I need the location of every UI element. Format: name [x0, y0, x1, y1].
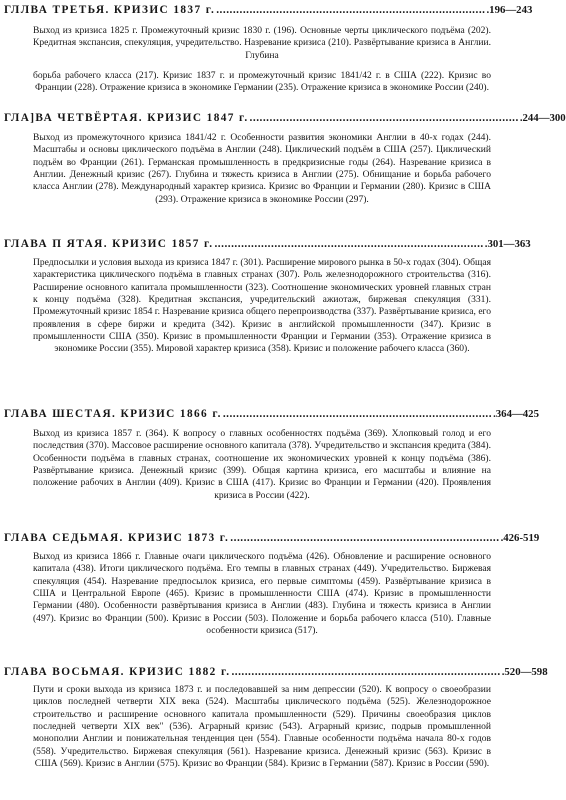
page-range: .426-519 [500, 532, 540, 544]
chapter-heading [4, 531, 540, 545]
leader-dots: ................................................................................. [222, 408, 493, 420]
chapter-heading [4, 3, 533, 17]
summary-paragraph: Выход из кризиса 1866 г. Главные очаги циклического подъёма (426). Обновление и расширение основного капитала (438). Итоги циклического подъёма. Его темпы в главных странах (449). Учредительство. Биржевая спекуляция (454). Назревание предпосылок кризиса, его первые симптомы (459). Развёртывание кризиса в США и Центральной Европе (465). Кризис в промышленности США (474). Кризис в промышленности Германии (480). Особенности развёртывания кризиса в Англии (483). Глубина и тяжесть кризиса в Англии (497). Кризис во Франции (500). Кризис в России (503). Положение и борьба рабочего класса (510). Главные особенности кризиса (517). [33, 551, 491, 637]
chapter-title: ГЛАВА ШЕСТАЯ. КРИЗИС 1866 г. [4, 408, 222, 420]
summary-paragraph: Пути и сроки выхода из кризиса 1873 г. и последовавшей за ним депрессии (520). К вопросу о своеобразии циклов последней четверти XIX века (524). Масштабы циклического подъёма (525). Железнодорожное строительство и расширение основного капитала промышленности (529). Причины своеобразия циклов последней четверти XIX век" (536). Аграрный кризис (543). Аграрный кризис, подрыв промышленной монополии Англии и понижательная тенденция цен (554). Главные особенности подъёма начала 80-х годов (558). Учредительство. Биржевая спекуляция (561). Назревание кризиса. Денежный кризис (563). Кризис в США (569). Кризис в Англии (575). Кризис во Франции (584). Кризис в Германии (587). Кризис в России (590). [33, 684, 491, 770]
page-range: .520—598 [501, 666, 548, 678]
chapter-summary [33, 684, 491, 770]
chapter-summary [33, 132, 491, 206]
summary-paragraph: Предпосылки и условия выхода из кризиса 1847 г. (301). Расширение мирового рынка в 50-х годах (304). Общая характеристика циклического подъёма в главных странах (307). Роль железнодорожного строительства (316). Расширение основного капитала промышленности (323). Соотношение экономических уровней главных стран к концу подъёма (328). Кредитная экспансия, учредительский ажиотаж, биржевая спекуляция (331). Промежуточный кризис 1854 г. Назревание кризиса общего перепроизводства (337). Развёртывание кризиса, его проявления в сфере биржи и кредита (342). Кризис в английской промышленности (347). Кризис в промышленности США (350). Кризис в промышленности Франции и Германии (353). Отражение кризиса в экономике России (355). Мировой характер кризиса (358). Кризис и положение рабочего класса (360). [33, 257, 492, 355]
page-range: .244—300 [519, 112, 566, 124]
leader-dots: ................................................................................. [249, 112, 519, 124]
page-range: .364—425 [493, 408, 539, 420]
chapter-title: ГЛАВА П ЯТАЯ. КРИЗИС 1857 г. [4, 238, 214, 250]
chapter-title: ГЛЛВА ТРЕТЬЯ. КРИЗИС 1837 г. [4, 4, 216, 16]
chapter-heading [4, 665, 548, 679]
chapter-summary [33, 428, 491, 502]
page-range: .301—363 [484, 238, 531, 250]
leader-dots: ................................................................................. [216, 4, 486, 16]
leader-dots: ................................................................................. [214, 238, 484, 250]
leader-dots: ................................................................................. [231, 666, 501, 678]
summary-paragraph: Выход из кризиса 1825 г. Промежуточный кризис 1830 г. (196). Основные черты циклического подъёма (202). Кредитная экспансия, спекуляция, учредительство. Назревание кризиса (210). Развёртывание кризиса в Англии. Глубина [33, 25, 491, 61]
summary-paragraph: Выход из промежуточного кризиса 1841/42 г. Особенности развития экономики Англии в 40-х годах (244). Масштабы и основы циклического подъёма в Англии (248). Циклический подъём в США (257). Циклический подъём во Франции (261). Германская промышленность в предкризисные годы (264). Назревание кризиса в Англии. Денежный кризис (267). Глубина и тяжесть кризиса в Англии (275). Обнищание и борьба рабочего класса Англии (278). Международный характер кризиса. Кризис во Франции и Германии (280). Кризис в США (293). Отражение кризиса в экономике России (297). [33, 132, 491, 205]
chapter-summary [33, 551, 491, 637]
chapter-title: ГЛАВА СЕДЬМАЯ. КРИЗИС 1873 г. [4, 532, 230, 544]
summary-paragraph: борьба рабочего класса (217). Кризис 1837 г. и промежуточный кризис 1841/42 г. в США (222). Кризис во Франции (228). Отражение кризиса в экономике Германии (235). Отражение кризиса в экономике России (240). [33, 70, 491, 94]
chapter-heading [4, 407, 539, 421]
page-range: .196—243 [486, 4, 533, 16]
leader-dots: ................................................................................. [230, 532, 500, 544]
chapter-title: ГЛАВА ВОСЬМАЯ. КРИЗИС 1882 г. [4, 666, 231, 678]
chapter-summary [33, 257, 491, 356]
chapter-heading [4, 237, 531, 251]
chapter-summary [33, 25, 491, 95]
chapter-title: ГЛА]ВА ЧЕТВЁРТАЯ. КРИЗИС 1847 г. [4, 112, 249, 124]
summary-paragraph: Выход из кризиса 1857 г. (364). К вопросу о главных особенностях подъёма (369). Хлопковый голод и его последствия (370). Массовое расширение основного капитала (378). Учредительство и экспансия кредита (384). Особенности подъёма в главных странах, соотношение их экономических уровней к концу подъёма (386). Развёртывание кризиса. Денежный кризис (399). Общая картина кризиса, его масштабы и влияние на положение рабочих в Англии (409). Кризис в США (417). Кризис во Франции и Германии (420). Проявления кризиса в России (422). [33, 428, 491, 501]
chapter-heading [4, 111, 566, 125]
